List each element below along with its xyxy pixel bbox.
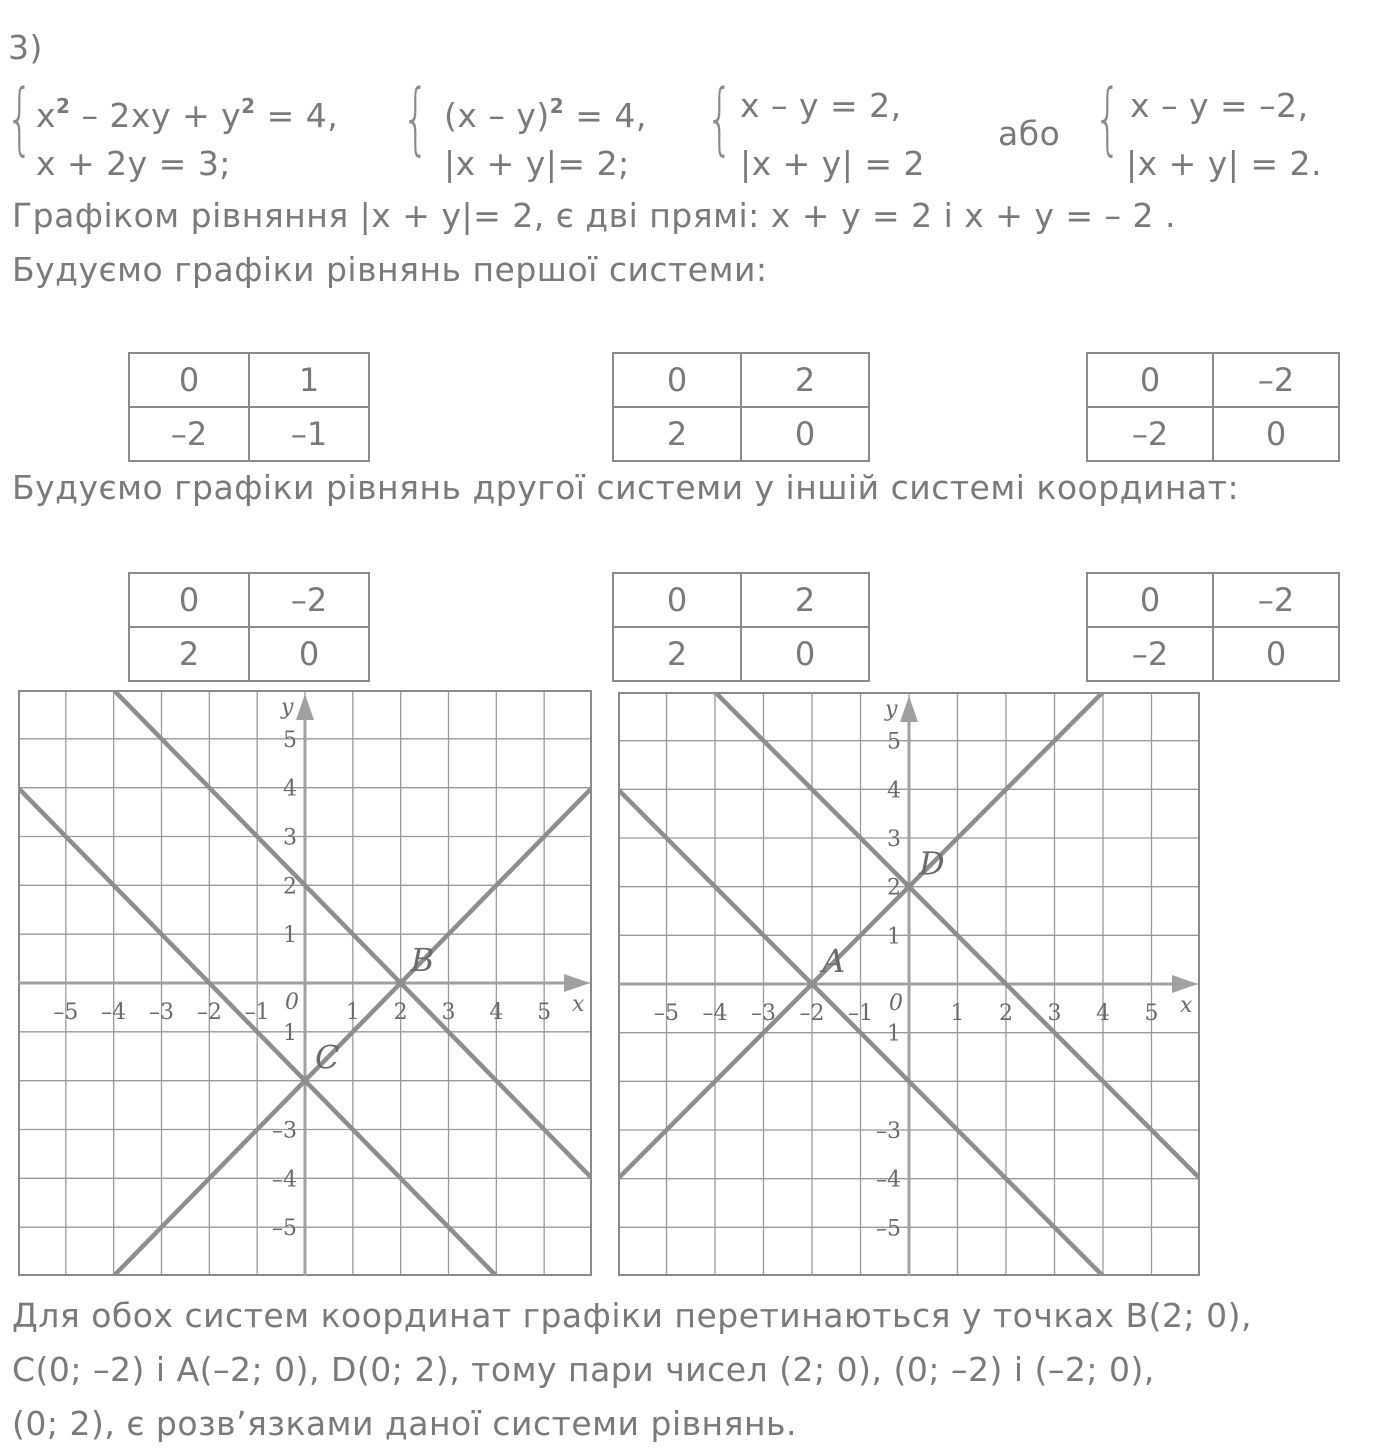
value-table xyxy=(128,572,370,682)
x-tick-label: –5 xyxy=(654,1001,679,1026)
x-tick-label: –4 xyxy=(702,1001,728,1026)
system3-equation1: x – y = 2, xyxy=(740,86,902,125)
table-cell: 2 xyxy=(741,573,869,627)
y-tick-label: 1 xyxy=(887,924,901,950)
table-cell: –2 xyxy=(1087,407,1213,461)
table-cell: 0 xyxy=(1213,407,1339,461)
connector-or: або xyxy=(998,114,1061,153)
x-tick-label: 5 xyxy=(1144,1001,1159,1026)
y-tick-label: 1 xyxy=(887,1021,901,1047)
table-cell: 0 xyxy=(1087,353,1213,407)
y-axis-arrow xyxy=(296,694,314,720)
coordinate-graph-second xyxy=(618,692,1200,1276)
y-tick-label: –5 xyxy=(876,1216,901,1242)
origin-label: 0 xyxy=(889,991,903,1016)
table-cell: 0 xyxy=(1087,573,1213,627)
table-cell: 0 xyxy=(129,573,249,627)
system2-equation1: (x – y)$^2$ = 4, xyxy=(444,94,647,135)
x-tick-label: –1 xyxy=(244,1000,270,1025)
y-tick-label: 2 xyxy=(887,875,901,901)
system1-equation1: $x^2 - 2xy + y^2 = 4$, xyxy=(36,94,339,135)
x-tick-label: 3 xyxy=(441,1000,456,1025)
table-cell: 0 xyxy=(129,353,249,407)
x-axis-arrow xyxy=(1172,975,1198,993)
table-cell: 2 xyxy=(741,353,869,407)
intersection-point xyxy=(397,979,405,987)
x-tick-label: –5 xyxy=(53,1000,79,1025)
value-table xyxy=(128,352,370,462)
value-table xyxy=(1086,352,1340,462)
y-axis-label: y xyxy=(885,697,898,722)
paragraph-graph-description: Графіком рівняння |x + y|= 2, є дві прямі: x + y = 2 і x + y = – 2 . xyxy=(12,196,1177,235)
intersection-point xyxy=(808,980,816,988)
system-brace: { xyxy=(402,74,430,164)
x-tick-label: 4 xyxy=(1096,1001,1110,1026)
table-cell: 0 xyxy=(249,627,369,681)
value-table xyxy=(612,572,870,682)
y-tick-label: 3 xyxy=(887,827,901,852)
table-cell: 0 xyxy=(741,627,869,681)
table-cell: –2 xyxy=(1213,353,1339,407)
system-brace: { xyxy=(6,74,34,164)
value-table xyxy=(612,352,870,462)
system4-equation2: |x + y| = 2. xyxy=(1126,144,1323,183)
origin-label: 0 xyxy=(285,990,299,1015)
x-tick-label: 2 xyxy=(393,1000,408,1025)
y-tick-label: 1 xyxy=(283,923,297,949)
x-tick-label: 1 xyxy=(345,1000,360,1025)
x-tick-label: 1 xyxy=(950,1001,965,1026)
value-table xyxy=(1086,572,1340,682)
table-cell: 0 xyxy=(613,573,741,627)
x-tick-label: –1 xyxy=(848,1001,873,1026)
x-tick-label: 4 xyxy=(489,1000,504,1025)
table-cell: 0 xyxy=(741,407,869,461)
y-tick-label: –3 xyxy=(876,1119,901,1144)
y-tick-label: –4 xyxy=(876,1167,901,1193)
x-tick-label: 3 xyxy=(1047,1001,1062,1026)
table-cell: 0 xyxy=(1213,627,1339,681)
x-tick-label: 5 xyxy=(537,1000,552,1025)
system2-equation2: |x + y|= 2; xyxy=(444,144,630,183)
table-cell: 2 xyxy=(613,627,741,681)
y-axis-label: y xyxy=(281,695,294,720)
coordinate-graph-first xyxy=(18,690,592,1276)
x-axis-arrow xyxy=(564,974,590,992)
table-cell: –1 xyxy=(249,407,369,461)
system3-equation2: |x + y| = 2 xyxy=(740,144,926,183)
x-tick-label: –2 xyxy=(196,1000,222,1025)
intersection-point xyxy=(905,883,913,891)
y-axis-arrow xyxy=(900,696,918,722)
system-brace: { xyxy=(1094,74,1122,164)
table-cell: 1 xyxy=(249,353,369,407)
point-label-d: D xyxy=(919,844,945,883)
conclusion-line-2: C(0; –2) і A(–2; 0), D(0; 2), тому пари чисел (2; 0), (0; –2) і (–2; 0), xyxy=(12,1350,1155,1389)
y-tick-label: –5 xyxy=(272,1216,297,1242)
table-cell: 2 xyxy=(129,627,249,681)
x-axis-label: x xyxy=(572,992,585,1017)
paragraph-second-system: Будуємо графіки рівнянь другої системи у іншій системі координат: xyxy=(12,468,1240,507)
point-label-a: A xyxy=(822,942,846,980)
system-brace: { xyxy=(706,74,734,164)
x-axis-label: x xyxy=(1180,993,1193,1018)
conclusion-line-1: Для обох систем координат графіки перетинаються у точках B(2; 0), xyxy=(12,1296,1253,1335)
y-tick-label: –4 xyxy=(272,1167,297,1193)
conclusion-line-3: (0; 2), є розв’язками даної системи рівнянь. xyxy=(12,1404,797,1443)
paragraph-first-system: Будуємо графіки рівнянь першої системи: xyxy=(12,250,768,289)
system1-equation2: x + 2y = 3; xyxy=(36,144,231,183)
x-tick-label: –3 xyxy=(149,1000,174,1025)
y-tick-label: 5 xyxy=(283,727,297,753)
x-tick-label: –2 xyxy=(799,1001,825,1026)
table-cell: –2 xyxy=(129,407,249,461)
x-tick-label: –3 xyxy=(751,1001,776,1026)
point-label-c: C xyxy=(315,1038,340,1077)
table-cell: –2 xyxy=(249,573,369,627)
y-tick-label: –3 xyxy=(272,1118,297,1144)
table-cell: –2 xyxy=(1087,627,1213,681)
x-tick-label: 2 xyxy=(999,1001,1013,1026)
y-tick-label: 2 xyxy=(283,874,297,900)
y-tick-label: 4 xyxy=(283,776,297,802)
table-cell: 0 xyxy=(613,353,741,407)
table-cell: 2 xyxy=(613,407,741,461)
system4-equation1: x – y = –2, xyxy=(1130,86,1309,125)
y-tick-label: 4 xyxy=(887,778,901,804)
y-tick-label: 3 xyxy=(283,825,297,851)
x-tick-label: –4 xyxy=(101,1000,127,1025)
point-label-b: B xyxy=(410,941,435,979)
table-cell: –2 xyxy=(1213,573,1339,627)
y-tick-label: 1 xyxy=(283,1020,297,1046)
intersection-point xyxy=(301,1077,309,1085)
problem-number: 3) xyxy=(8,28,43,67)
y-tick-label: 5 xyxy=(887,729,901,755)
